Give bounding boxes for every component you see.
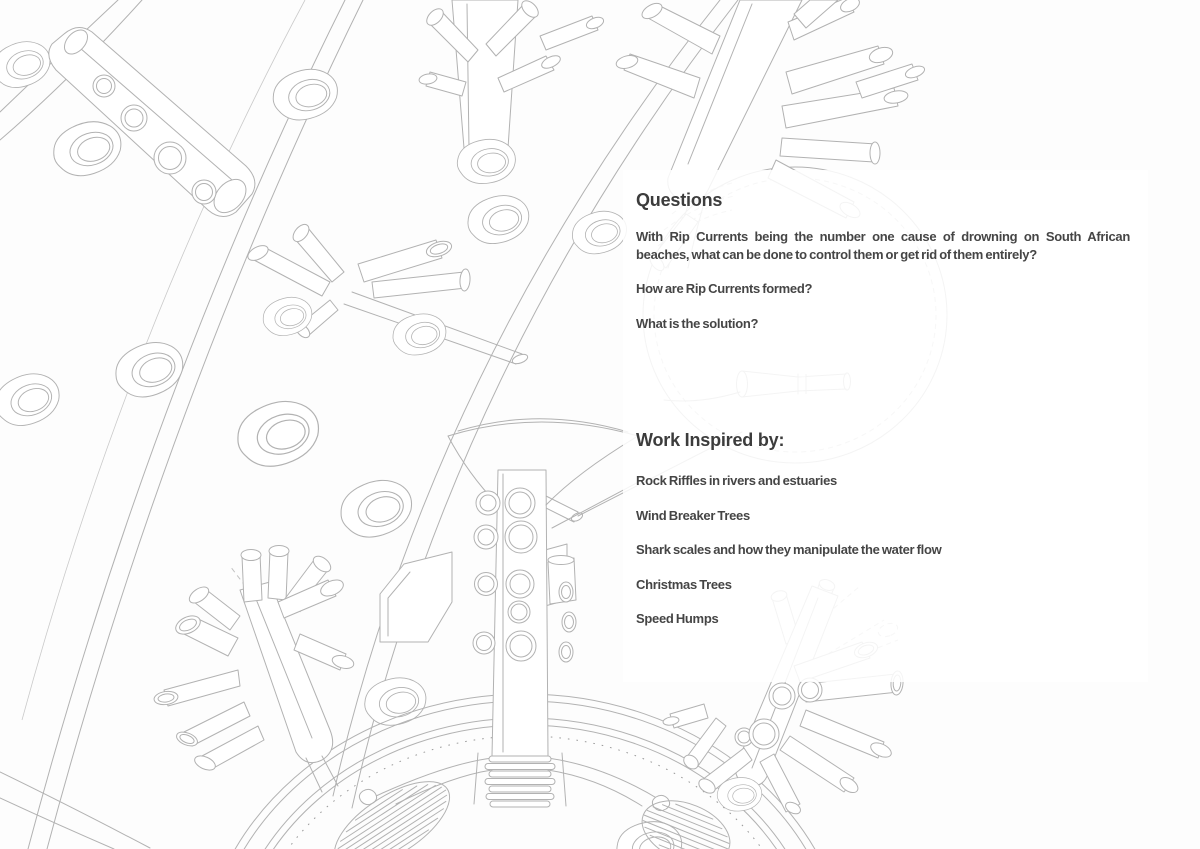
teardrop-holes <box>0 35 686 849</box>
inspiration-heading: Work Inspired by: <box>636 430 785 450</box>
threaded-base <box>485 756 555 807</box>
inspiration-item: Speed Humps <box>636 611 719 626</box>
pipe-tree-top-centre <box>418 0 605 187</box>
perforated-beam <box>49 26 255 219</box>
inspiration-item: Wind Breaker Trees <box>636 507 750 523</box>
inspiration-item: Rock Riffles in rivers and estuaries <box>636 473 837 488</box>
hatch-segment-left <box>321 765 463 849</box>
question-paragraph: With Rip Currents being the number one cause of drowning on South African beaches, what can be done to control them or get rid of them entirely? <box>636 229 1130 262</box>
questions-heading: Questions <box>636 190 723 210</box>
question-item: What is the solution? <box>636 315 759 331</box>
pipe-tree-bottom-left <box>153 546 355 793</box>
inspiration-item: Christmas Trees <box>636 576 732 592</box>
inspiration-item: Shark scales and how they manipulate the water flow <box>636 542 942 557</box>
question-item: How are Rip Currents formed? <box>636 281 813 296</box>
info-panel <box>623 170 1148 682</box>
